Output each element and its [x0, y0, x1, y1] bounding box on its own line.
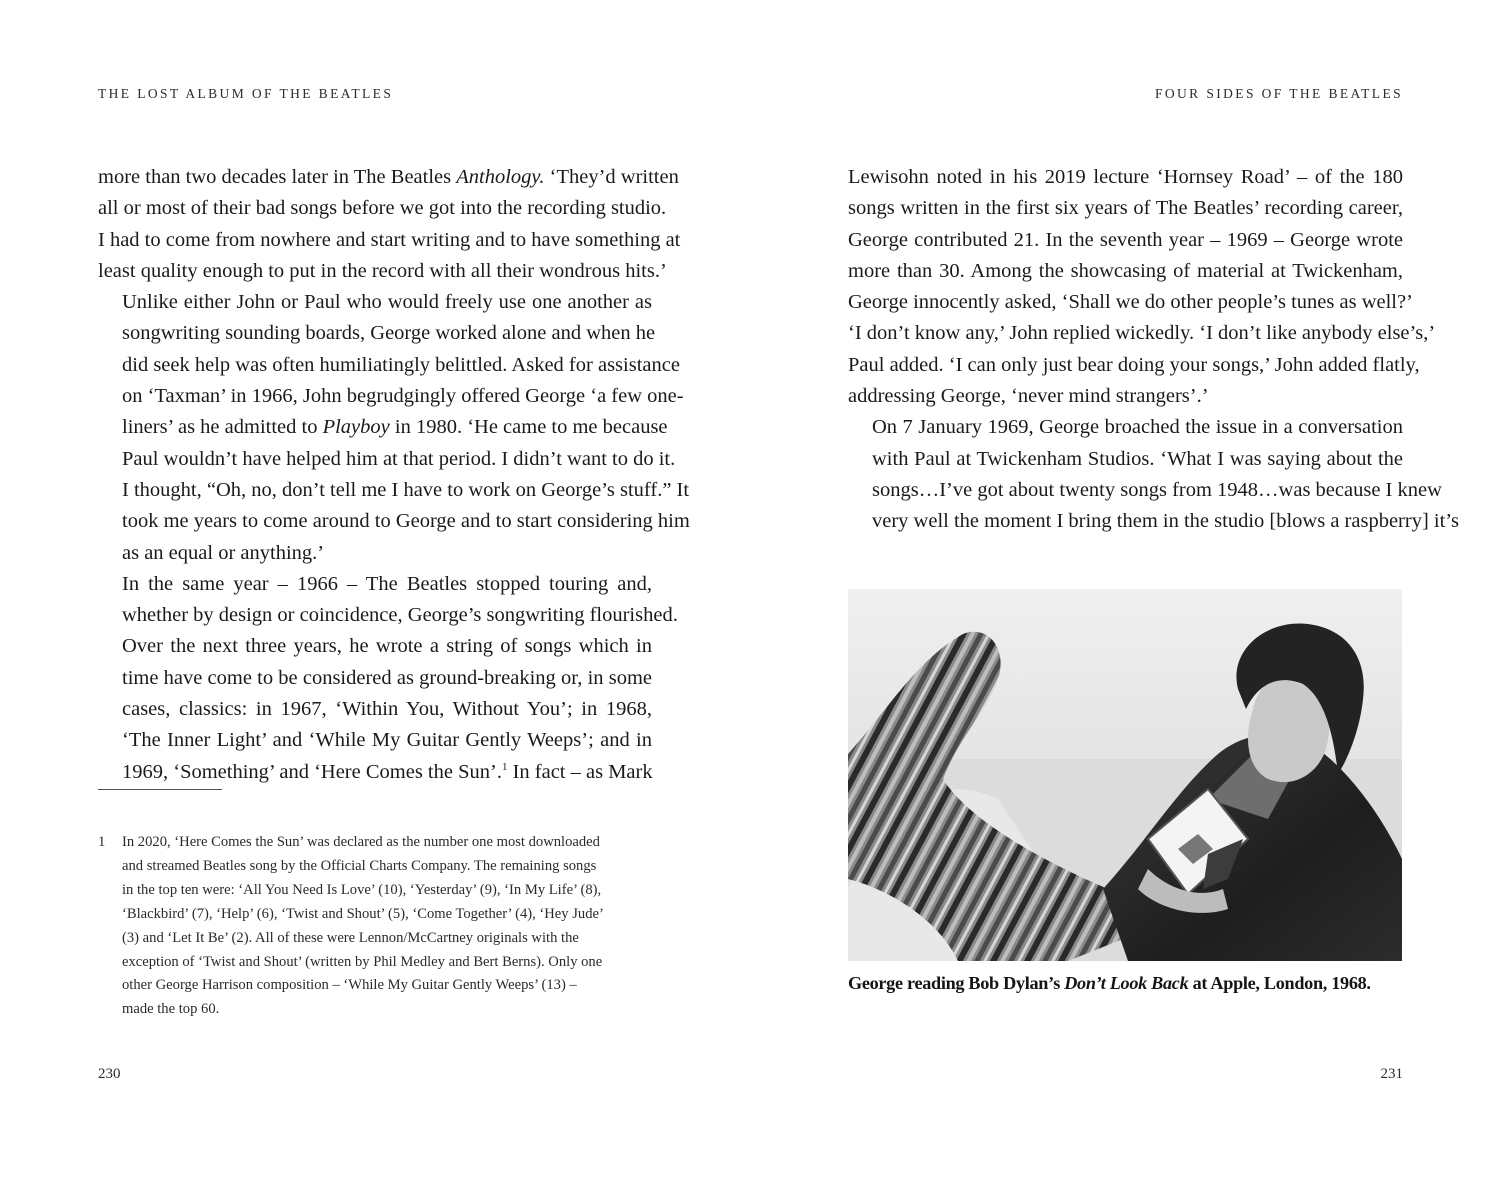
footnote-rule — [98, 789, 222, 790]
paragraph-4 — [848, 162, 1436, 412]
footnote-line: (3) and ‘Let It Be’ (2). All of these were Lennon/McCartney originals with the — [122, 929, 579, 946]
text-line: least quality enough to put in the record with all their wondrous hits.’ — [98, 259, 667, 282]
text-line: more than 30. Among the showcasing of material at Twickenham, — [848, 259, 1403, 282]
text-line: Over the next three years, he wrote a string of songs which in — [122, 635, 652, 658]
text-line: all or most of their bad songs before we got into the recording studio. — [98, 197, 667, 220]
text-line: cases, classics: in 1967, ‘Within You, Without You’; in 1968, — [122, 698, 652, 721]
text-line: Unlike either John or Paul who would freely use one another as — [122, 291, 652, 314]
photograph-of-george-reading-icon — [848, 589, 1402, 961]
footnote-number: 1 — [98, 834, 106, 850]
text-line: 1969, ‘Something’ and ‘Here Comes the Sun’.$^1$ In fact – as Mark — [122, 760, 653, 783]
text-line: I thought, “Oh, no, don’t tell me I have to work on George’s stuff.” It — [122, 478, 690, 501]
text-line: Paul wouldn’t have helped him at that period. I didn’t want to do it. — [122, 447, 676, 470]
text-line: George innocently asked, ‘Shall we do other people’s tunes as well?’ — [848, 291, 1413, 314]
paragraph-2 — [98, 287, 690, 569]
text-line: On 7 January 1969, George broached the issue in a conversation — [872, 416, 1403, 439]
text-line: ‘I don’t know any,’ John replied wickedly. ‘I don’t like anybody else’s,’ — [848, 322, 1436, 345]
running-head-right: FOUR SIDES OF THE BEATLES — [1154, 86, 1403, 101]
body-text-left — [98, 162, 690, 788]
text-line: George contributed 21. In the seventh year – 1969 – George wrote — [848, 228, 1403, 251]
footnote-line: In 2020, ‘Here Comes the Sun’ was declared as the number one most downloaded — [122, 834, 600, 850]
text-line: with Paul at Twickenham Studios. ‘What I was saying about the — [872, 447, 1403, 470]
footnote-line: made the top 60. — [122, 1001, 220, 1018]
page-number-left: 230 — [98, 1066, 121, 1082]
running-head-left: THE LOST ALBUM OF THE BEATLES — [98, 86, 394, 101]
right-page — [750, 0, 1500, 1179]
paragraph-1 — [98, 162, 681, 287]
body-text-right — [848, 162, 1459, 538]
text-line: Paul added. ‘I can only just bear doing your songs,’ John added flatly, — [848, 353, 1420, 376]
text-line: songs written in the first six years of The Beatles’ recording career, — [848, 197, 1403, 220]
text-line: I had to come from nowhere and start writing and to have something at — [98, 228, 681, 251]
footnote-line: in the top ten were: ‘All You Need Is Love’ (10), ‘Yesterday’ (9), ‘In My Life’ (8), — [122, 881, 602, 898]
text-line: In the same year – 1966 – The Beatles stopped touring and, — [122, 572, 652, 595]
footnote — [98, 831, 650, 1022]
footnote-body — [122, 831, 650, 1022]
page-number-right: 231 — [1380, 1066, 1403, 1082]
text-line: songwriting sounding boards, George worked alone and when he — [122, 322, 656, 345]
text-line: on ‘Taxman’ in 1966, John begrudgingly offered George ‘a few one- — [122, 385, 684, 408]
paragraph-3 — [98, 569, 678, 788]
text-line: did seek help was often humiliatingly belittled. Asked for assistance — [122, 353, 680, 376]
paragraph-5 — [848, 412, 1459, 537]
text-line: songs…I’ve got about twenty songs from 1948…was because I knew — [872, 478, 1442, 501]
text-line: whether by design or coincidence, George’s songwriting flourished. — [122, 604, 678, 627]
text-line: addressing George, ‘never mind strangers’.’ — [848, 385, 1209, 408]
footnote-line: ‘Blackbird’ (7), ‘Help’ (6), ‘Twist and Shout’ (5), ‘Come Together’ (4), ‘Hey Jude’ — [122, 905, 604, 922]
text-line: liners’ as he admitted to Playboy in 1980. ‘He came to me because — [122, 416, 668, 439]
text-line: Lewisohn noted in his 2019 lecture ‘Hornsey Road’ – of the 180 — [848, 166, 1403, 188]
text-line: as an equal or anything.’ — [122, 541, 325, 564]
footnote-line: and streamed Beatles song by the Official Charts Company. The remaining songs — [122, 857, 597, 874]
footnote-marker: 1 — [501, 760, 508, 773]
footnote-line: exception of ‘Twist and Shout’ (written by Phil Medley and Bert Berns). Only one — [122, 953, 603, 970]
text-line: very well the moment I bring them in the studio [blows a raspberry] it’s — [872, 510, 1459, 533]
footnote-line: other George Harrison composition – ‘While My Guitar Gently Weeps’ (13) – — [122, 977, 577, 994]
text-line: time have come to be considered as ground-breaking or, in some — [122, 666, 652, 689]
text-line: ‘The Inner Light’ and ‘While My Guitar Gently Weeps’; and in — [122, 729, 652, 752]
text-line: more than two decades later in The Beatles Anthology. ‘They’d written — [98, 166, 679, 188]
photograph-george-reading — [848, 589, 1402, 961]
text-line: took me years to come around to George and to start considering him — [122, 510, 690, 533]
photo-caption: George reading Bob Dylan’s Don’t Look Back at Apple, London, 1968. — [848, 973, 1371, 993]
